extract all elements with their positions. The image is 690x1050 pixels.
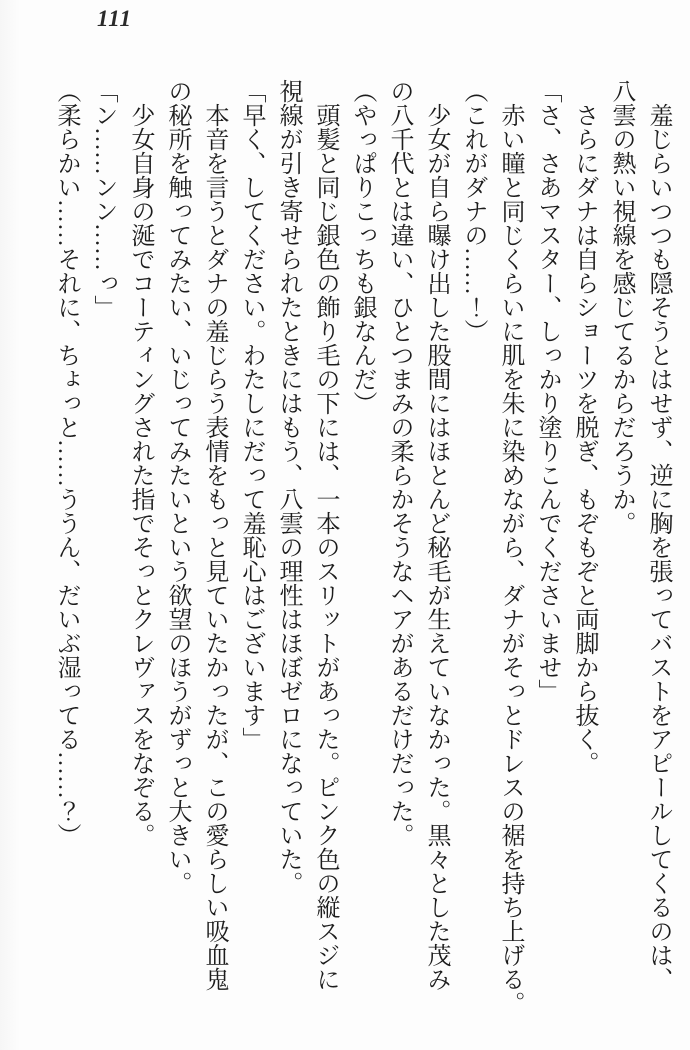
text-line: 少女が自ら曝け出した股間にはほとんど秘毛が生えていなかった。黒々とした茂み [423, 103, 449, 991]
text-line: 「早く、してください。わたしにだって羞恥心はございます」 [238, 79, 264, 751]
text-line: 視線が引き寄せられたときにはもう、八雲の理性はほぼゼロになっていた。 [275, 79, 301, 895]
text-line: 八雲の熱い視線を感じてるからだろうか。 [608, 79, 634, 535]
text-line: の八千代とは違い、ひとつまみの柔らかそうなヘアがあるだけだった。 [386, 79, 412, 847]
text-line: 頭髪と同じ銀色の飾り毛の下には、一本のスリットがあった。ピンク色の縦スジに [312, 103, 338, 991]
text-line: （やっぱりこっちも銀なんだ） [349, 79, 375, 415]
text-line: （柔らかい……それに、ちょっと……ううん、だいぶ湿ってる……？） [53, 79, 79, 847]
text-line: 「ン……ンン……っ」 [90, 79, 116, 319]
text-line: の秘所を触ってみたい、いじってみたいという欲望のほうがずっと大きい。 [164, 79, 190, 895]
text-line: 赤い瞳と同じくらいに肌を朱に染めながら、ダナがそっとドレスの裾を持ち上げる。 [497, 103, 523, 1015]
text-line: 本音を言うとダナの羞じらう表情をもっと見ていたかったが、この愛らしい吸血鬼 [201, 103, 227, 991]
vertical-text-block [47, 79, 676, 1024]
text-line: さらにダナは自らショーツを脱ぎ、もぞもぞと両脚から抜く。 [571, 103, 597, 775]
text-line: 「さ、さあマスター、しっかり塗りこんでくださいませ」 [534, 79, 560, 703]
text-line: 少女自身の涎でコーティングされた指でそっとクレヴァスをなぞる。 [127, 103, 153, 847]
text-line: （これがダナの……！） [460, 79, 486, 343]
page-number: 111 [97, 6, 132, 31]
text-line: 羞じらいつつも隠そうとはせず、逆に胸を張ってバストをアピールしてくるのは、 [645, 103, 671, 991]
